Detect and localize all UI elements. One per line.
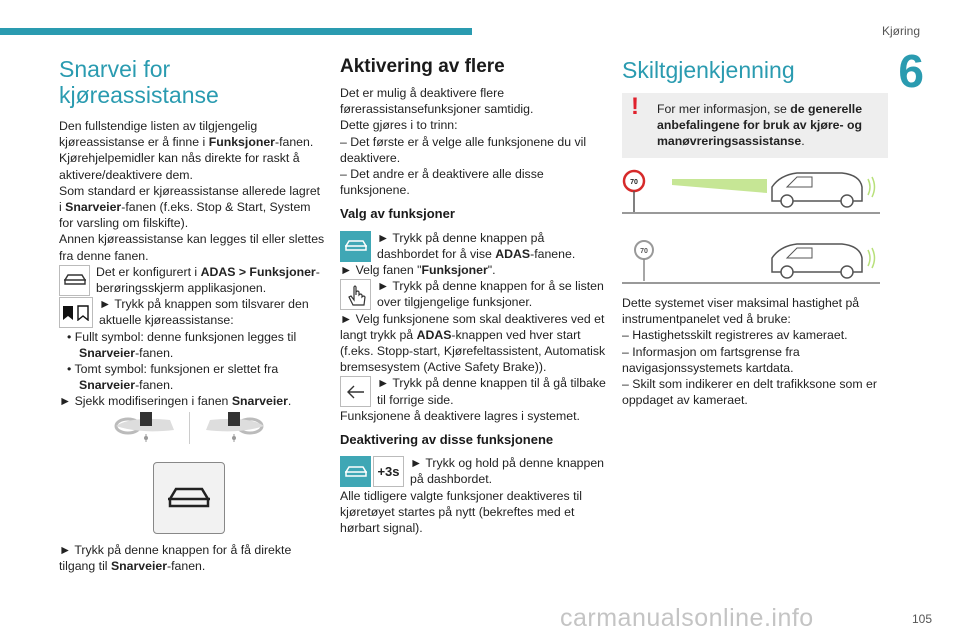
text: ► Sjekk modifiseringen i fanen (59, 394, 232, 409)
select-step-4 (340, 311, 606, 376)
speed-map-data-illustration (622, 236, 882, 288)
shortcuts-intro-3: Annen kjøreassistanse kan legges til eller slettes fra denne fanen. (59, 232, 325, 263)
car-outline-icon (340, 456, 371, 487)
chapter-number: 6 (898, 45, 924, 97)
text: ► Trykk og hold på denne knappen på dashbordet. (410, 456, 605, 487)
touch-hand-icon (340, 279, 371, 310)
sign-dash-3: – Skilt som indikerer en delt trafikksone som er oppdaget av kameraet. (622, 377, 877, 408)
text: -fanen. (167, 559, 206, 574)
activation-title: Aktivering av flere (340, 56, 505, 77)
select-step-3 (340, 278, 606, 310)
text: -fanen (f.eks. Stop & Start, System for varsling om filskifte). (59, 200, 311, 231)
header-accent-bar (0, 28, 472, 35)
column-sign-recognition (622, 56, 888, 158)
info-note (622, 93, 888, 158)
step-press-symbol (59, 296, 325, 328)
filled-empty-symbol-icon (59, 297, 93, 328)
text-bold: Snarveier (79, 378, 136, 393)
step-configure (59, 264, 325, 296)
car-outline-icon (59, 265, 90, 296)
activation-intro: Det er mulig å deaktivere flere førerassistansefunksjoner samtidig. (340, 86, 534, 117)
text: ► Trykk på denne knappen på dashbordet for å vise (377, 230, 545, 261)
activation-steps-intro: Dette gjøres i to trinn: (340, 118, 458, 133)
text: -knappen ved hver start (f.eks. Stopp-start, Kjørefeltassistent, Automatisk bremsesystem (Active Safety Brake)). (340, 327, 606, 375)
sign-intro: Dette systemet viser maksimal hastighet på instrumentpanelet ved å bruke: (622, 296, 860, 327)
text: Den fullstendige listen av tilgjengelig kjøreassistanse er å finne i (59, 119, 258, 150)
sign-dash-1: – Hastighetsskilt registreres av kameraet. (622, 328, 848, 343)
select-heading: Valg av funksjoner (340, 206, 455, 222)
select-step-2 (340, 262, 606, 278)
activation-dash-1: – Det første er å velge alle funksjonene du vil deaktivere. (340, 134, 587, 165)
car-outline-icon (166, 485, 212, 511)
text-bold: Snarveier (79, 345, 136, 360)
sign-dash-2: – Informasjon om fartsgrense fra navigasjonssystemets kartdata. (622, 344, 800, 375)
text-bold: ADAS (495, 246, 531, 261)
speed-sign-value: 70 (640, 248, 648, 255)
text: -fanen. (135, 378, 174, 393)
bullet-full-symbol (59, 329, 325, 361)
text: ► Velg fanen " (340, 263, 422, 278)
select-step-1 (340, 230, 606, 262)
bullet-empty-symbol (59, 361, 325, 393)
sign-recognition-title: Skiltgjenkjenning (622, 57, 795, 83)
section-name: Kjøring (881, 24, 920, 38)
text-bold: de generelle anbefalingene for bruk av kjøre- og manøvreringsassistanse (657, 102, 863, 149)
text: -fanen. (135, 345, 174, 360)
hold-3s-badge: +3s (373, 456, 404, 487)
text: For mer informasjon, se (657, 102, 791, 116)
back-arrow-icon (340, 376, 371, 407)
warning-icon: ! (631, 93, 639, 120)
text: . (287, 394, 292, 409)
shortcuts-intro-1 (59, 118, 325, 183)
text-bold: ADAS (416, 327, 452, 342)
text: • Tomt symbol: funksjonen er slettet fra (67, 362, 279, 377)
column-activation (340, 56, 606, 536)
text-bold: Snarveier (110, 559, 168, 574)
shortcuts-intro-2 (59, 183, 325, 232)
select-step-5 (340, 375, 606, 407)
select-step-6: Funksjonene å deaktivere lagres i systemet. (340, 408, 580, 423)
text: -fanene. (530, 246, 576, 261)
shortcuts-title: Snarvei for kjøreassistanse (59, 56, 219, 108)
text: Det er konfigurert i (96, 264, 201, 279)
text: ► Velg funksjonene som skal deaktiveres ved et langt trykk på (340, 311, 605, 342)
text: -fanen. Kjørehjelpemidler kan nås direkte for raskt å aktivere/deaktivere dem. (59, 135, 314, 182)
text: ► Trykk på denne knappen for å få direkte tilgang til (59, 543, 292, 574)
text-bold: Funksjoner (208, 135, 275, 150)
text: ► Trykk på knappen som tilsvarer den aktuelle kjøreassistanse: (99, 297, 309, 328)
text-bold: Snarveier (231, 394, 288, 409)
deactivate-step-1 (340, 455, 606, 487)
text-bold: Funksjoner (421, 263, 488, 278)
text: • Fullt symbol: denne funksjonen legges til (67, 329, 297, 344)
text: ". (487, 263, 496, 278)
sign-recognition-text (622, 295, 888, 408)
activation-dash-2: – Det andre er å deaktivere alle disse funksjonene. (340, 167, 544, 198)
watermark: carmanualsonline.info (560, 604, 814, 632)
illustration-divider (189, 412, 190, 444)
text: ► Trykk på denne knappen til å gå tilbake til forrige side. (377, 376, 606, 407)
shortcuts-button[interactable] (153, 462, 225, 534)
car-outline-icon (340, 231, 371, 262)
column-shortcuts (59, 56, 325, 410)
text: . (801, 134, 805, 149)
deactivate-step-2: Alle tidligere valgte funksjoner deaktiveres til kjøretøyet startes på nytt (bekreftes med et hørbart signal). (340, 488, 582, 536)
text-bold: ADAS > Funksjoner (200, 264, 316, 279)
speed-sign-value: 70 (630, 179, 638, 186)
step-shortcuts-direct (59, 542, 325, 574)
steering-wheel-icon (110, 408, 270, 448)
page-number: 105 (911, 612, 932, 626)
text: -berøringsskjerm applikasjonen. (96, 264, 320, 296)
text: ► Trykk på denne knappen for å se listen over tilgjengelige funksjoner. (377, 279, 604, 310)
speed-sign-camera-illustration (622, 165, 882, 217)
text-bold: Snarveier (65, 200, 122, 215)
deactivate-heading: Deaktivering av disse funksjonene (340, 432, 554, 448)
text: Som standard er kjøreassistanse allerede lagret i (59, 183, 321, 215)
